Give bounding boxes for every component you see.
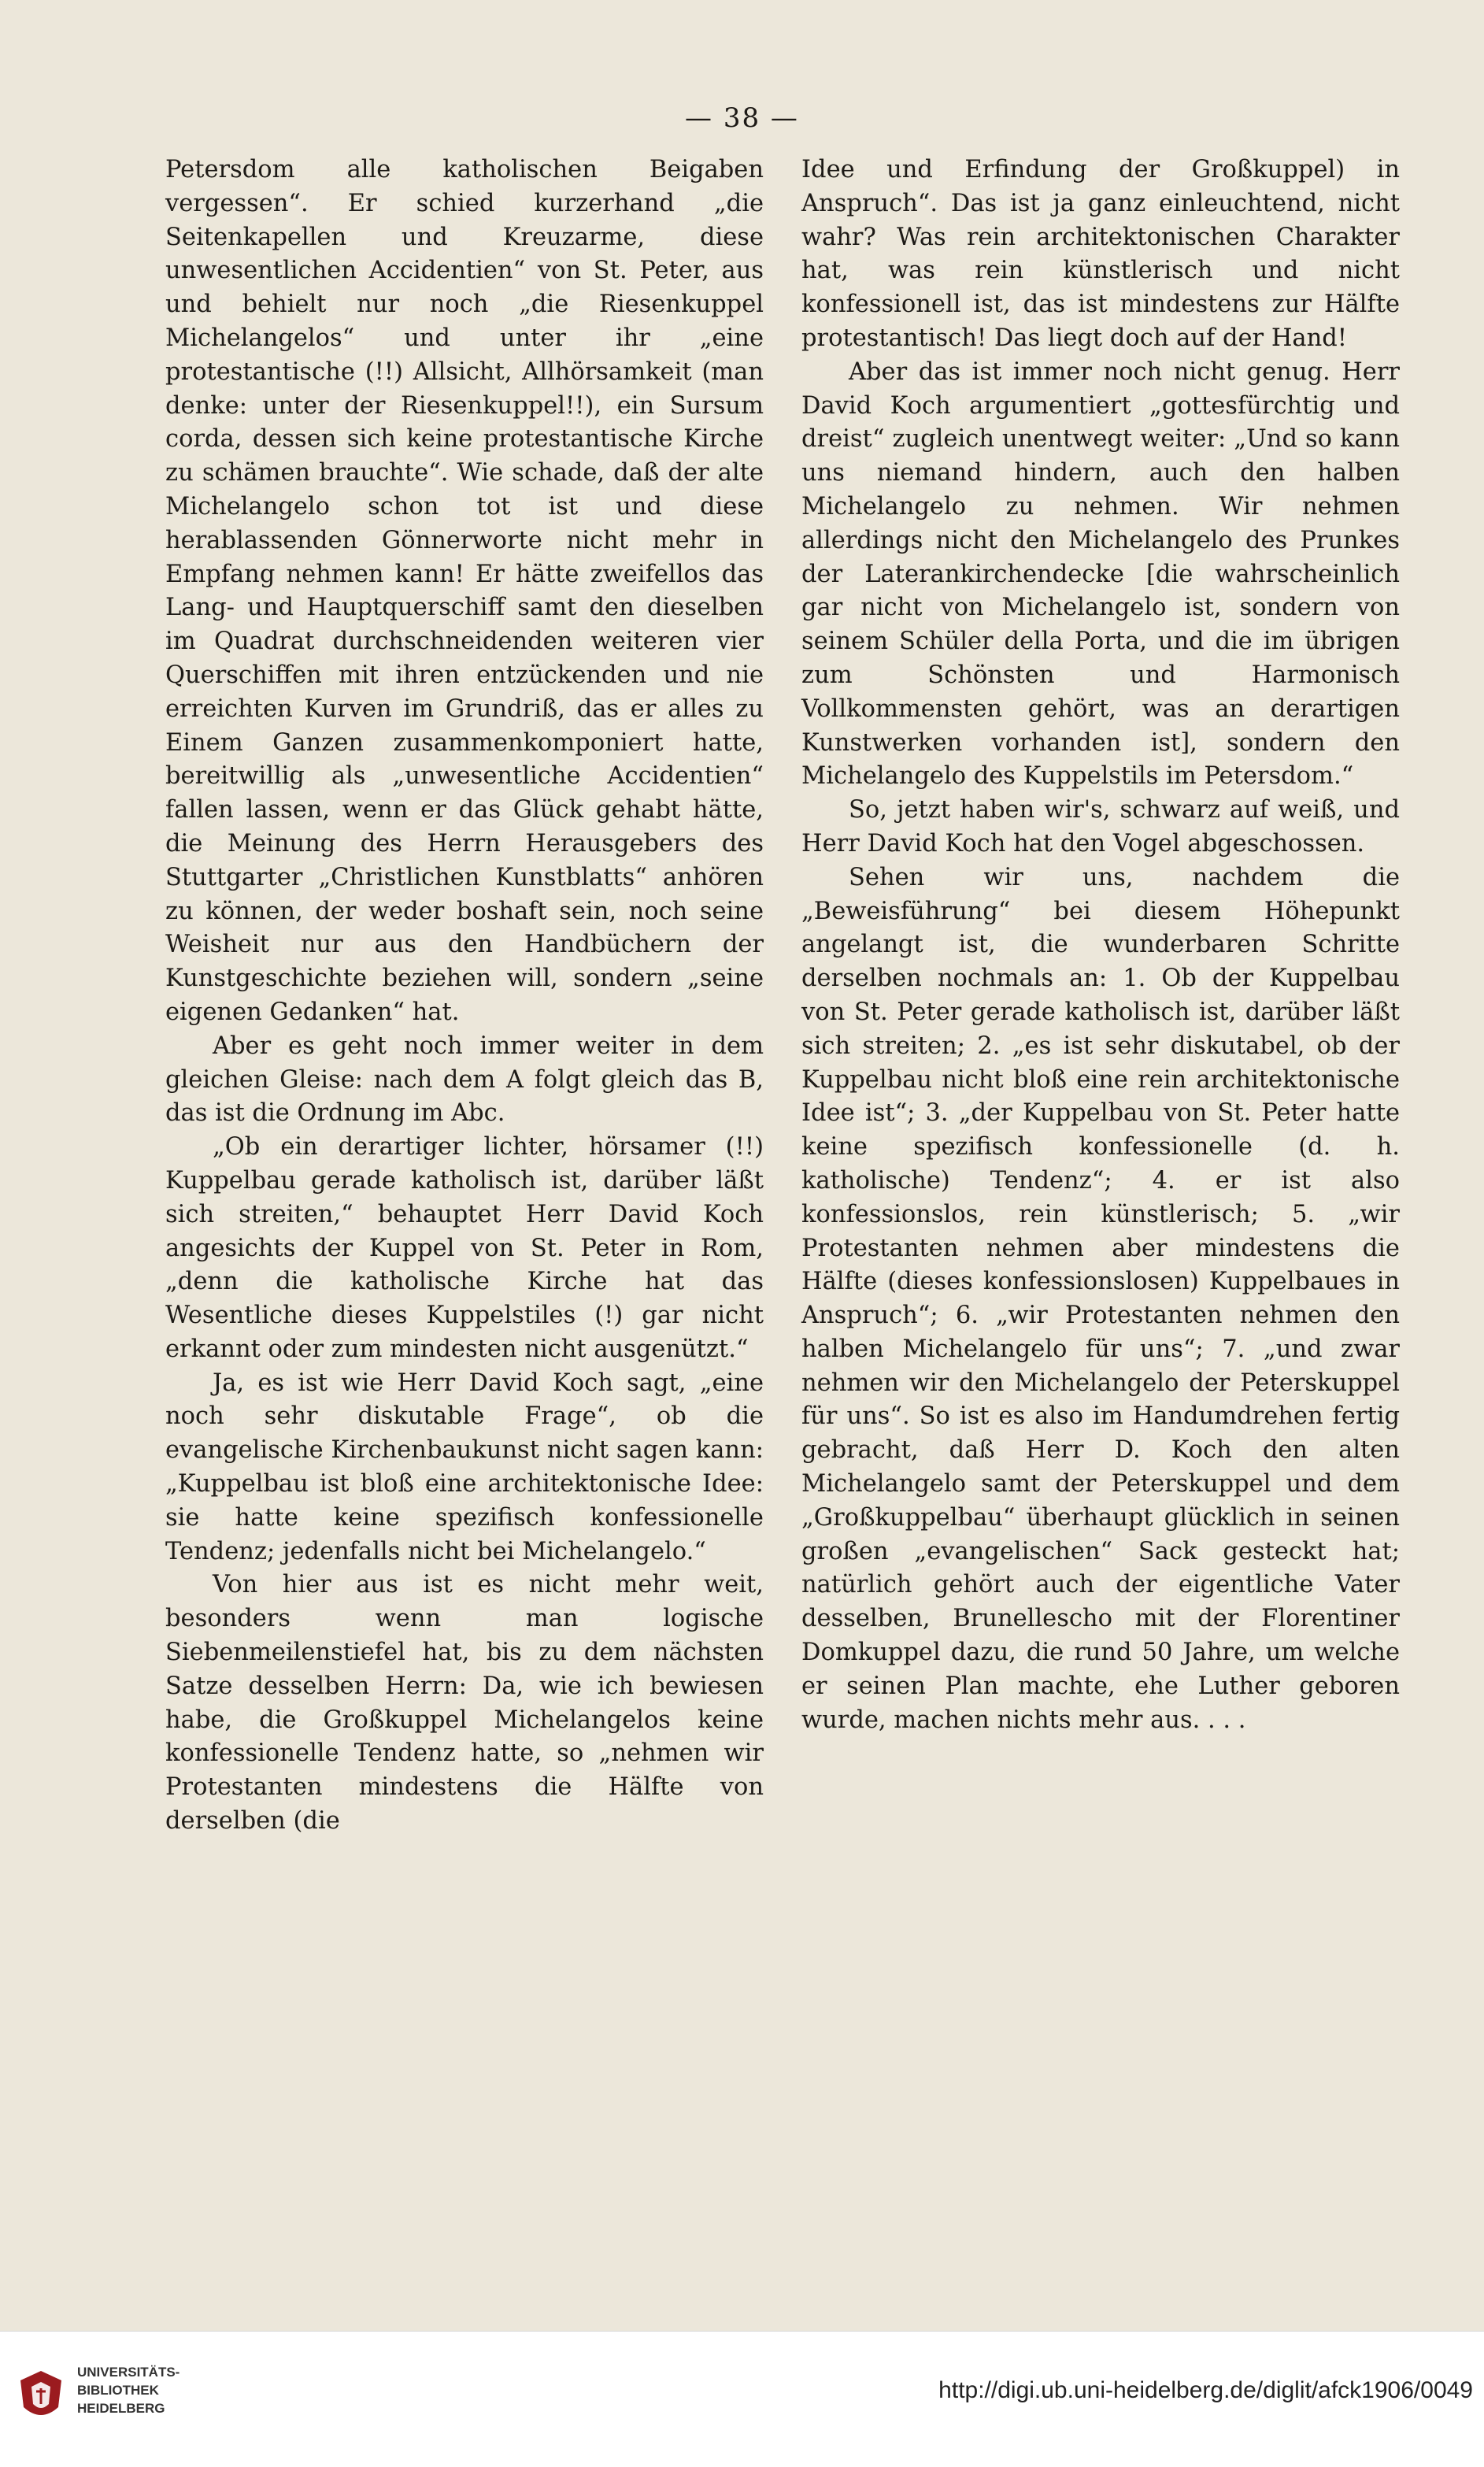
paragraph: Sehen wir uns, nachdem die „Beweisführung“ bei diesem Höhepunkt angelangt ist, die wunderbaren Schritte derselben nochmals an: 1. Ob der Kuppelbau von St. Peter gerade katholisch ist, darüber läßt sich streiten; 2. „es ist sehr diskutabel, ob der Kuppelbau nicht bloß eine rein architektonische Idee ist“; 3. „der Kuppelbau von St. Peter hatte keine spezifisch konfessionelle (d. h. katholische) Tendenz“; 4. er ist also konfessionslos, rein künstlerisch; 5. „wir Protestanten nehmen aber mindestens die Hälfte (dieses konfessionslosen) Kuppelbaues in Anspruch“; 6. „wir Protestanten nehmen den halben Michelangelo für uns“; 7. „und zwar nehmen wir den Michelangelo der Peterskuppel für uns“. So ist es also im Handumdrehen fertig gebracht, daß Herr D. Koch den alten Michelangelo samt der Peterskuppel und dem „Großkuppelbau“ überhaupt glücklich in seinen großen „evangelischen“ Sack gesteckt hat; natürlich gehört auch der eigentliche Vater desselben, Brunellescho mit der Florentiner Domkuppel dazu, die rund 50 Jahre, um welche er seinen Plan machte, ehe Luther geboren wurde, machen nichts mehr aus. . . . bbox=[801, 863, 1400, 1734]
paragraph: „Ob ein derartiger lichter, hörsamer (!!) Kuppelbau gerade katholisch ist, darüber läßt sich streiten,“ behauptet Herr David Koch angesichts der Kuppel von St. Peter in Rom, „denn die katholische Kirche hat das Wesentliche dieses Kuppelstiles (!) gar nicht erkannt oder zum mindesten nicht ausgenützt.“ bbox=[165, 1133, 764, 1363]
library-name-line: BIBLIOTHEK bbox=[77, 2383, 159, 2398]
paragraph: Von hier aus ist es nicht mehr weit, besonders wenn man logische Siebenmeilenstiefel hat, bis zu dem nächsten Satze desselben Herrn: Da, wie ich bewiesen habe, die Großkuppel Michelangelos keine konfessionelle Tendenz hatte, so „nehmen wir Protestanten mindestens die Hälfte von derselben (die bbox=[165, 1571, 764, 1835]
paragraph: So, jetzt haben wir's, schwarz auf weiß, und Herr David Koch hat den Vogel abgeschossen. bbox=[801, 796, 1400, 858]
paragraph: Aber das ist immer noch nicht genug. Herr David Koch argumentiert „gottesfürchtig und dreist“ zugleich unentwegt weiter: „Und so kann uns niemand hindern, auch den halben Michelangelo zu nehmen. Wir nehmen allerdings nicht den Michelangelo des Prunkes der Laterankirchendecke [die wahrscheinlich gar nicht von Michelangelo ist, sondern von seinem Schüler della Porta, und die im übrigen zum Schönsten und Harmonisch Vollkommensten gehört, was an derartigen Kunstwerken vorhanden ist], sondern den Michelangelo des Kuppelstils im Petersdom.“ bbox=[801, 357, 1400, 791]
source-url-link[interactable]: http://digi.ub.uni-heidelberg.de/diglit/afck1906/0049 bbox=[938, 2377, 1473, 2403]
left-text-column bbox=[165, 154, 764, 1839]
paragraph: Aber es geht noch immer weiter in dem gleichen Gleise: nach dem A folgt gleich das B, das ist die Ordnung im Abc. bbox=[165, 1032, 764, 1128]
page-number: — 38 — bbox=[685, 102, 799, 134]
paragraph: Ja, es ist wie Herr David Koch sagt, „eine noch sehr diskutable Frage“, ob die evangelische Kirchenbaukunst nicht sagen kann: „Kuppelbau ist bloß eine architektonische Idee: sie hatte keine spezifisch konfessionelle Tendenz; jedenfalls nicht bei Michelangelo.“ bbox=[165, 1369, 764, 1565]
library-name-line: UNIVERSITÄTS- bbox=[77, 2365, 180, 2380]
paragraph: Petersdom alle katholischen Beigaben vergessen“. Er schied kurzerhand „die Seitenkapellen und Kreuzarme, diese unwesentlichen Accidentien“ von St. Peter, aus und behielt nur noch „die Riesenkuppel Michelangelos“ und unter ihr „eine protestantische (!!) Allsicht, Allhörsamkeit (man denke: unter der Riesenkuppel!!), ein Sursum corda, dessen sich keine protestantische Kirche zu schämen brauchte“. Wie schade, daß der alte Michelangelo schon tot ist und diese herablassenden Gönnerworte nicht mehr in Empfang nehmen kann! Er hätte zweifellos das Lang- und Hauptquerschiff samt den dieselben im Quadrat durchschneidenden weiteren vier Querschiffen mit ihren entzückenden und nie erreichten Kurven im Grundriß, das er alles zu Einem Ganzen zusammenkomponiert hatte, bereitwillig als „unwesentliche Accidentien“ fallen lassen, wenn er das Glück gehabt hätte, die Meinung des Herrn Herausgebers des Stuttgarter „Christlichen Kunstblatts“ anhören zu können, der weder boshaft sein, noch seine Weisheit nur aus den Handbüchern der Kunstgeschichte beziehen will, sondern „seine eigenen Gedanken“ hat. bbox=[165, 156, 764, 1026]
library-name bbox=[77, 2363, 179, 2417]
paragraph: Idee und Erfindung der Großkuppel) in Anspruch“. Das ist ja ganz einleuchtend, nicht wahr? Was rein architektonischen Charakter hat, was rein künstlerisch und nicht konfessionell ist, das ist mindestens zur Hälfte protestantisch! Das liegt doch auf der Hand! bbox=[801, 156, 1400, 352]
heidelberg-library-seal-icon bbox=[17, 2369, 65, 2424]
library-name-line: HEIDELBERG bbox=[77, 2401, 165, 2416]
digitization-footer bbox=[0, 2331, 1484, 2467]
right-text-column bbox=[801, 154, 1400, 1737]
